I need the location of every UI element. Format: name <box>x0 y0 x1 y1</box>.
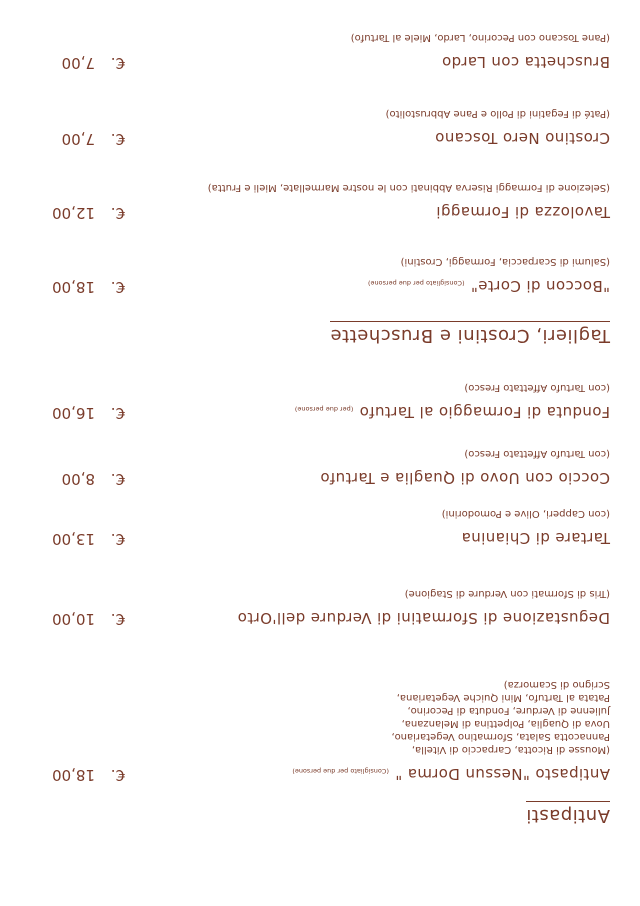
item-description <box>30 255 610 268</box>
desc-line: (Pane Toscano con Pecorino, Lardo, Miele al Tartufo) <box>350 32 610 43</box>
price-value: 10,00 <box>52 610 95 628</box>
item-description <box>30 381 610 394</box>
item-name: "Boccon di Corte" <box>470 277 610 295</box>
desc-line: (con Capperi, Olive e Pomodorini) <box>441 508 610 519</box>
desc-line: (con Tartufo Affettato Fresco) <box>464 382 610 393</box>
menu-item <box>30 181 610 222</box>
menu-item <box>30 447 610 488</box>
item-name: Tavolozza di Formaggi <box>435 203 610 221</box>
item-description <box>30 507 610 520</box>
price-value: 7,00 <box>61 130 95 148</box>
desc-line: Uova di Quaglia, Polpettina di Melanzana, <box>401 718 610 729</box>
menu-item <box>30 507 610 548</box>
currency: €. <box>110 530 125 548</box>
section-title-antipasti: Antipasti <box>526 801 610 826</box>
item-name: Crostino Nero Toscano <box>434 129 610 147</box>
menu-item <box>30 255 610 296</box>
menu-item <box>30 587 610 628</box>
currency: €. <box>110 766 125 784</box>
section-title-taglieri: Taglieri, Crostini e Bruschette <box>330 321 610 346</box>
desc-line: (Tris di Sformati con Verdure di Stagione) <box>404 588 610 599</box>
desc-line: Scrigno di Scamorza) <box>503 679 610 690</box>
item-price <box>62 470 125 488</box>
menu-item <box>30 107 610 148</box>
currency: €. <box>110 54 125 72</box>
item-price <box>52 404 125 422</box>
currency: €. <box>110 610 125 628</box>
price-value: 7,00 <box>61 54 95 72</box>
item-price <box>52 278 125 296</box>
item-price <box>52 204 125 222</box>
currency: €. <box>110 404 125 422</box>
item-price <box>52 610 125 628</box>
item-description <box>30 181 610 194</box>
price-value: 8,00 <box>61 470 95 488</box>
item-name: Bruschetta con Lardo <box>441 53 610 71</box>
item-name: Degustazione di Sformatini di Verdure dell'Orto <box>237 609 610 627</box>
desc-line: (Selezione di Formaggi Riserva Abbinati con le nostre Marmellate, Mieli e Frutta) <box>207 182 610 193</box>
item-description <box>30 107 610 120</box>
item-price <box>62 130 125 148</box>
currency: €. <box>110 130 125 148</box>
item-description <box>30 447 610 460</box>
item-price <box>52 530 125 548</box>
desc-line: (Paté di Fegatini di Pollo e Pane Abbrustolito) <box>385 108 610 119</box>
menu-item <box>30 381 610 422</box>
menu-item <box>30 31 610 72</box>
price-value: 18,00 <box>52 766 95 784</box>
desc-line: (Salumi di Scarpaccia, Formaggi, Crostini) <box>400 256 610 267</box>
item-name: Coccio con Uovo di Quaglia e Tartufo <box>320 469 610 487</box>
price-value: 16,00 <box>52 404 95 422</box>
item-price <box>62 54 125 72</box>
price-value: 13,00 <box>52 530 95 548</box>
item-price <box>52 766 125 784</box>
price-value: 12,00 <box>52 204 95 222</box>
desc-line: (Mousse di Ricotta, Carpaccio di Vitella, <box>411 744 610 755</box>
price-value: 18,00 <box>52 278 95 296</box>
currency: €. <box>110 204 125 222</box>
desc-line: (con Tartufo Affettato Fresco) <box>464 448 610 459</box>
item-name: Tartare di Chianina <box>461 529 610 547</box>
item-description <box>30 31 610 44</box>
item-name: Antipasto "Nessun Dorma " <box>394 765 610 783</box>
item-description <box>30 678 610 756</box>
currency: €. <box>110 278 125 296</box>
desc-line: Patata al Tartufo, Mini Quiche Vegetariana, <box>396 692 610 703</box>
currency: €. <box>110 470 125 488</box>
desc-line: Julienne di Verdure, Fonduta di Pecorino, <box>407 705 610 716</box>
desc-line: Pannacotta Salata, Sformatino Vegetariano, <box>391 731 610 742</box>
menu-item <box>30 678 610 784</box>
item-note: (per due persone) <box>294 405 354 413</box>
item-name: Fonduta di Formaggio al Tartufo <box>359 403 610 421</box>
item-description <box>30 587 610 600</box>
item-note: (Consigliato per due persone) <box>367 279 465 287</box>
item-note: (Consigliato per due persone) <box>292 767 389 775</box>
